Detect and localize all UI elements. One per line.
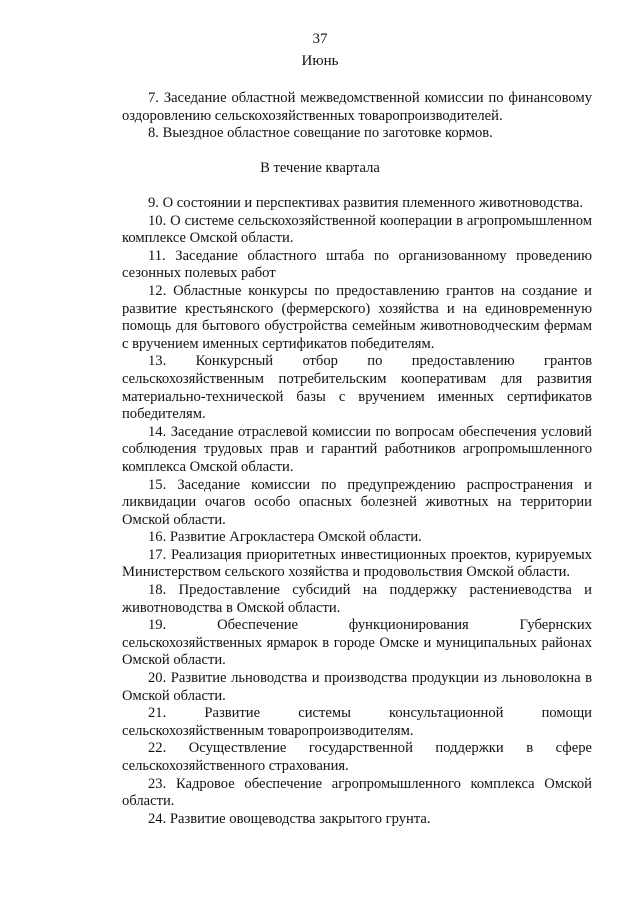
item-text: Заседание отраслевой комиссии по вопросам обеспечения условий соблюдения трудовых прав и гарантий работников агропромышленного комплекса Омской области.: [122, 423, 592, 475]
item-number: 14.: [148, 423, 167, 440]
quarter-items-list: [122, 195, 592, 828]
list-item: [122, 424, 592, 477]
list-item: [122, 776, 592, 811]
list-item: [122, 477, 592, 530]
item-text: Заседание областной межведомственной комиссии по финансовому оздоровлению сельскохозяйственных товаропроизводителей.: [122, 90, 592, 124]
item-text: Осуществление государственной поддержки в сфере сельскохозяйственного страхования.: [122, 740, 592, 774]
june-items-list: [122, 90, 592, 143]
item-number: 24.: [148, 810, 167, 827]
list-item: [122, 248, 592, 283]
item-text: Заседание комиссии по предупреждению распространения и ликвидации очагов особо опасных болезней животных на территории Омской области.: [122, 476, 592, 528]
item-number: 9.: [148, 195, 159, 211]
list-item: [122, 283, 592, 353]
month-heading: Июнь: [301, 53, 339, 69]
list-item: [122, 529, 592, 547]
item-number: 23.: [148, 775, 167, 792]
item-number: 12.: [148, 282, 167, 299]
item-text: Развитие Агрокластера Омской области.: [169, 529, 422, 546]
item-number: 17.: [148, 546, 167, 563]
item-text: Развитие льноводства и производства продукции из льноволокна в Омской области.: [122, 670, 592, 704]
item-number: 7.: [148, 90, 159, 106]
item-text: Обеспечение функционирования Губернских сельскохозяйственных ярмарок в городе Омске и муниципальных районах Омской области.: [122, 617, 592, 669]
list-item: [122, 90, 592, 125]
item-text: Развитие овощеводства закрытого грунта.: [169, 810, 431, 827]
list-item: [122, 582, 592, 617]
item-number: 21.: [148, 705, 167, 722]
item-number: 13.: [148, 353, 167, 370]
item-number: 18.: [148, 582, 167, 599]
item-number: 16.: [148, 529, 167, 546]
item-number: 10.: [148, 212, 167, 229]
item-text: Заседание областного штаба по организованному проведению сезонных полевых работ: [122, 247, 592, 282]
list-item: [122, 670, 592, 705]
item-number: 19.: [148, 617, 167, 634]
item-number: 8.: [148, 125, 159, 142]
item-text: Развитие системы консультационной помощи сельскохозяйственным товаропроизводителям.: [122, 705, 592, 739]
list-item: [122, 617, 592, 670]
list-item: [122, 353, 592, 423]
quarter-heading: В течение квартала: [260, 160, 380, 176]
list-item: [122, 547, 592, 582]
list-item: [122, 740, 592, 775]
item-text: Конкурсный отбор по предоставлению грантов сельскохозяйственным потребительским кооперативам для развития материально-технической базы с вручением именных сертификатов победителям.: [122, 353, 593, 423]
page-number: 37: [312, 31, 328, 47]
item-number: 11.: [148, 247, 166, 264]
item-number: 22.: [148, 740, 167, 757]
item-text: О системе сельскохозяйственной кооперации в агропромышленном комплексе Омской области.: [122, 212, 592, 247]
list-item: [122, 213, 592, 248]
item-number: 15.: [148, 476, 167, 493]
item-text: Предоставление субсидий на поддержку растениеводства и животноводства в Омской области.: [122, 582, 592, 616]
item-text: О состоянии и перспективах развития племенного животноводства.: [162, 195, 584, 211]
item-text: Реализация приоритетных инвестиционных проектов, курируемых Министерством сельского хозяйства и продовольствия Омской области.: [122, 546, 592, 581]
list-item: [122, 195, 592, 213]
item-text: Кадровое обеспечение агропромышленного комплекса Омской области.: [122, 775, 592, 810]
item-text: Выездное областное совещание по заготовке кормов.: [162, 125, 493, 142]
list-item: [122, 125, 592, 143]
list-item: [122, 705, 592, 740]
item-number: 20.: [148, 670, 167, 687]
list-item: [122, 811, 592, 829]
item-text: Областные конкурсы по предоставлению грантов на создание и развитие крестьянского (фермерского) хозяйства и на единовременную помощь для бытового обустройства семейным животноводческим фермам с вручением именных сертификатов победителям.: [122, 282, 592, 352]
